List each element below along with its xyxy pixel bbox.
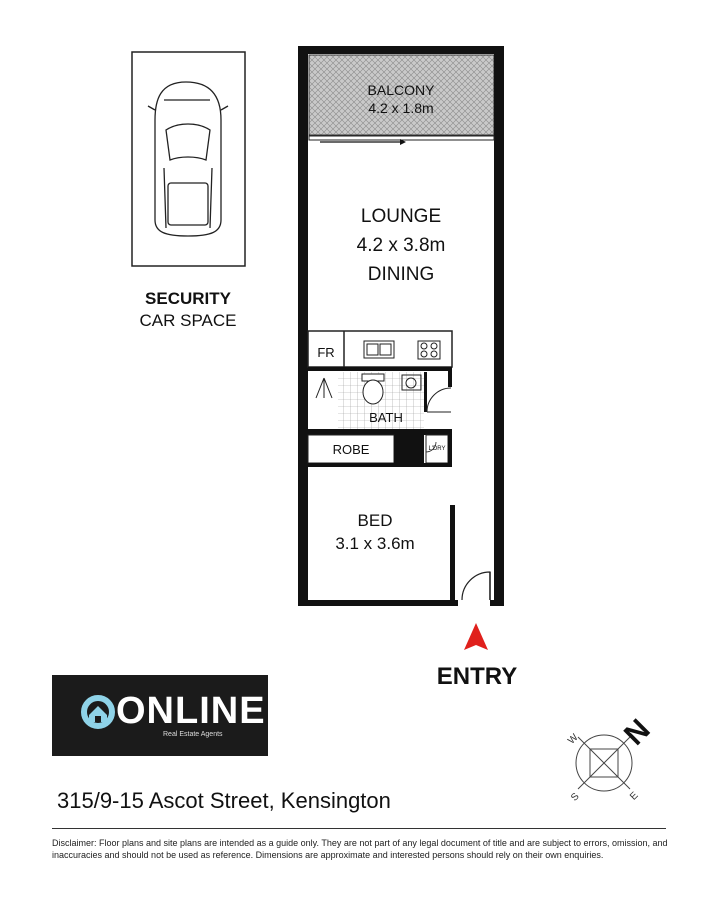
bed-label: BED — [357, 511, 393, 530]
compass-west: W — [566, 732, 581, 747]
compass-north: N — [618, 713, 657, 752]
property-address: 315/9-15 Ascot Street, Kensington — [57, 788, 391, 813]
lounge-size: 4.2 x 3.8m — [356, 235, 446, 256]
compass-south: S — [569, 791, 582, 804]
fridge-label: FR — [317, 345, 335, 360]
laundry-label: L'DRY — [428, 446, 446, 452]
lounge-label: LOUNGE — [360, 206, 442, 227]
disclaimer-text: Disclaimer: Floor plans and site plans are intended as a guide only. They are not part of any legal document of title and are subject to errors, omission, and inaccuracies and should not be used as reference. Dimensions are approximate and interested persons should rely on their own enquiries. — [52, 838, 668, 860]
bed-size: 3.1 x 3.6m — [335, 534, 415, 553]
robe-label: ROBE — [332, 442, 370, 457]
agency-tagline: Real Estate Agents — [163, 731, 223, 738]
entry-label: ENTRY — [436, 663, 518, 690]
car-space-title: SECURITY — [145, 289, 231, 308]
car-space-subtitle: CAR SPACE — [139, 311, 237, 330]
balcony-size: 4.2 x 1.8m — [368, 100, 434, 116]
divider — [52, 828, 666, 829]
bath-label: BATH — [369, 410, 403, 425]
dining-label: DINING — [367, 264, 435, 285]
balcony-label: BALCONY — [367, 82, 435, 98]
compass-east: E — [628, 790, 641, 803]
agency-name: ONLINE — [116, 690, 266, 732]
house-logo-icon — [84, 698, 112, 726]
